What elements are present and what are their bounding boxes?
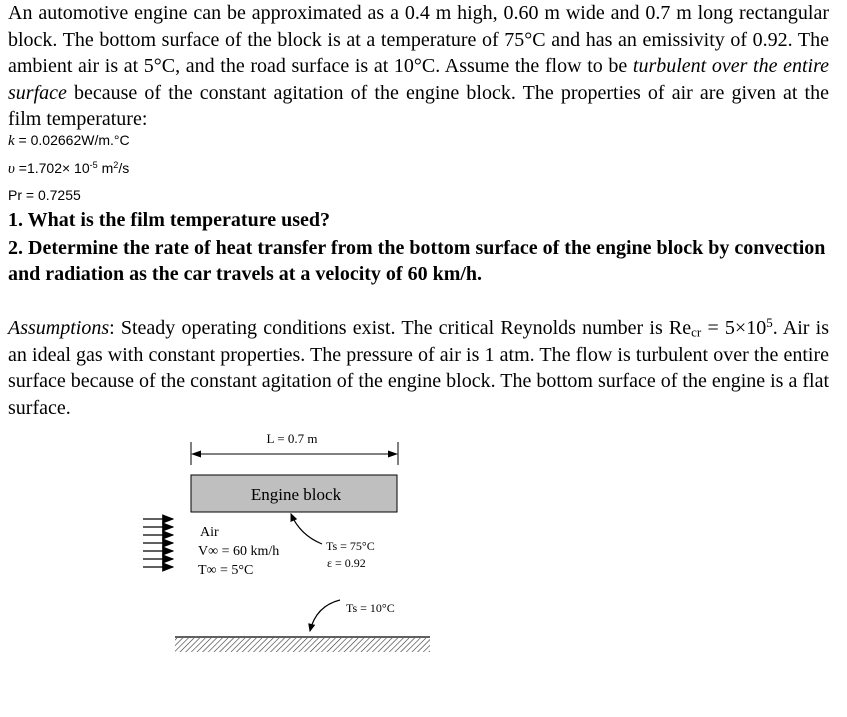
assumptions-paragraph	[8, 315, 829, 421]
engine-diagram	[0, 425, 847, 665]
nu-unit-tail: /s	[118, 160, 130, 176]
k-value: = 0.02662W/m.°C	[14, 132, 130, 148]
surface-temp-leader	[291, 514, 322, 544]
length-dimension	[191, 431, 398, 465]
question-2: 2. Determine the rate of heat transfer from the bottom surface of the engine block by convection and radiation as the car travels at a velocity of 60 km/h.	[8, 237, 826, 285]
problem-statement	[8, 0, 829, 133]
nu-unit-exponent: 2	[113, 160, 119, 170]
velocity-label: V∞ = 60 km/h	[198, 544, 280, 559]
assumptions-text-c: . Air is an ideal gas with constant properties. The pressure of air is 1 atm. The flow is turbulent over the entire surface because of the constant agitation of the engine block. The bottom surface of the engine is a flat surface.	[8, 317, 830, 419]
nu-unit: m	[97, 160, 114, 176]
reynolds-exponent: 5	[766, 314, 773, 330]
problem-text-part-2: because of the constant agitation of the engine block. The properties of air are given at the film temperature:	[8, 81, 829, 130]
k-symbol: k	[8, 133, 15, 149]
ambient-temp-label: T∞ = 5°C	[198, 563, 254, 578]
assumptions-text-a: : Steady operating conditions exist. The critical Reynolds number is Re	[109, 317, 692, 339]
question-1: 1. What is the film temperature used?	[8, 209, 331, 231]
nu-symbol: υ	[8, 161, 15, 177]
assumptions-text-b: = 5×10	[701, 317, 767, 339]
airflow-arrows	[143, 519, 173, 567]
nu-value: =1.702× 10	[14, 160, 90, 176]
emissivity-label: ε = 0.92	[327, 556, 366, 570]
road-temp-leader	[310, 600, 340, 631]
assumptions-label: Assumptions	[8, 317, 110, 339]
length-label: L = 0.7 m	[266, 431, 318, 446]
problem-text-part-1: An automotive engine can be approximated as a 0.4 m high, 0.60 m wide and 0.7 m long rectangular block. The bottom surface of the block is at a temperature of 75°C and has an emissivity of 0.92. The ambient air is at 5°C, and the road surface is at 10°C. Assume the flow to be	[8, 2, 829, 77]
engine-block-label: Engine block	[250, 485, 342, 504]
problem-emphasis: turbulent over the entire surface	[8, 55, 829, 104]
property-nu	[8, 160, 129, 178]
road-temp-label: Ts = 10°C	[346, 601, 395, 615]
road-surface	[175, 638, 430, 652]
property-pr: Pr = 0.7255	[8, 187, 81, 203]
nu-exponent: -5	[89, 160, 98, 170]
surface-temp-label: Ts = 75°C	[326, 539, 375, 553]
property-k	[8, 132, 130, 150]
air-label: Air	[200, 525, 219, 540]
reynolds-subscript: cr	[691, 324, 702, 340]
